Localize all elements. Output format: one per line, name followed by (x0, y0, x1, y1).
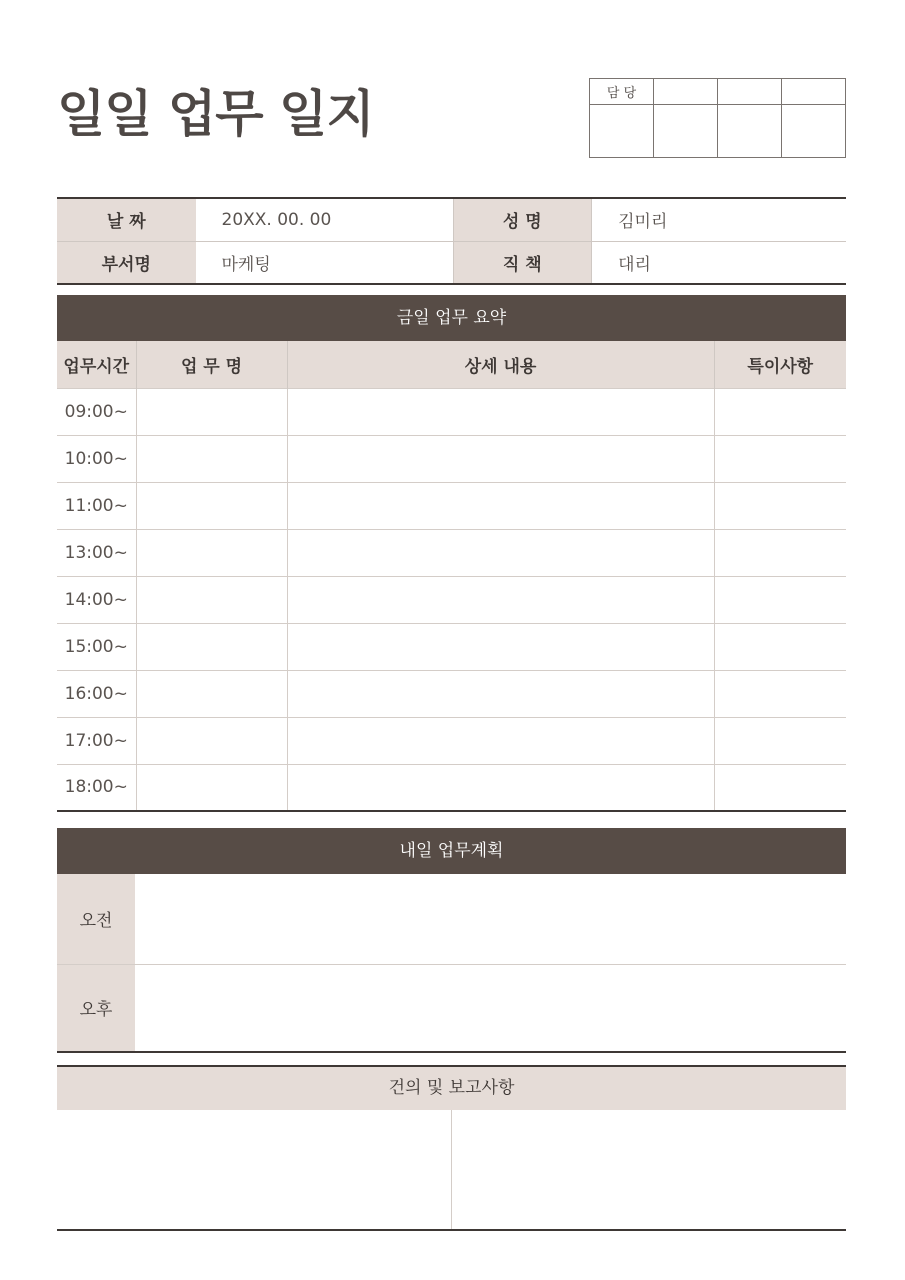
time-cell: 09:00~ (57, 388, 136, 435)
suggestions-left-field[interactable] (57, 1110, 451, 1229)
col-notes: 특이사항 (714, 341, 846, 388)
pm-label: 오후 (57, 964, 135, 1052)
info-table (57, 197, 846, 285)
table-row (57, 482, 846, 529)
notes-cell[interactable] (714, 576, 846, 623)
notes-cell[interactable] (714, 764, 846, 811)
detail-cell[interactable] (287, 388, 714, 435)
task-cell[interactable] (136, 435, 287, 482)
suggestions-area (57, 1110, 846, 1231)
approval-cell[interactable] (782, 79, 846, 105)
detail-cell[interactable] (287, 482, 714, 529)
approval-cell[interactable] (718, 79, 782, 105)
table-row (57, 623, 846, 670)
signature-cell[interactable] (654, 105, 718, 158)
time-cell: 15:00~ (57, 623, 136, 670)
date-label: 날 짜 (57, 198, 196, 241)
approval-cell[interactable] (654, 79, 718, 105)
suggestions-right-field[interactable] (451, 1110, 846, 1229)
signature-cell[interactable] (590, 105, 654, 158)
am-plan-field[interactable] (135, 874, 846, 964)
col-time: 업무시간 (57, 341, 136, 388)
time-cell: 13:00~ (57, 529, 136, 576)
time-cell: 14:00~ (57, 576, 136, 623)
table-row (57, 576, 846, 623)
time-cell: 17:00~ (57, 717, 136, 764)
task-cell[interactable] (136, 529, 287, 576)
table-row (57, 717, 846, 764)
task-cell[interactable] (136, 623, 287, 670)
table-row (57, 670, 846, 717)
notes-cell[interactable] (714, 529, 846, 576)
table-row (57, 764, 846, 811)
summary-title: 금일 업무 요약 (57, 295, 846, 341)
plan-table (57, 874, 846, 1053)
time-cell: 10:00~ (57, 435, 136, 482)
position-field[interactable]: 대리 (592, 241, 846, 284)
task-cell[interactable] (136, 388, 287, 435)
time-cell: 16:00~ (57, 670, 136, 717)
dept-field[interactable]: 마케팅 (221, 254, 271, 275)
detail-cell[interactable] (287, 717, 714, 764)
approval-box (589, 78, 846, 158)
col-task: 업 무 명 (136, 341, 287, 388)
detail-cell[interactable] (287, 670, 714, 717)
pm-plan-field[interactable] (135, 964, 846, 1052)
notes-cell[interactable] (714, 623, 846, 670)
task-cell[interactable] (136, 576, 287, 623)
detail-cell[interactable] (287, 623, 714, 670)
task-cell[interactable] (136, 717, 287, 764)
time-cell: 18:00~ (57, 764, 136, 811)
approval-header: 담 당 (590, 79, 654, 105)
signature-cell[interactable] (782, 105, 846, 158)
detail-cell[interactable] (287, 435, 714, 482)
signature-cell[interactable] (718, 105, 782, 158)
notes-cell[interactable] (714, 670, 846, 717)
col-detail: 상세 내용 (287, 341, 714, 388)
detail-cell[interactable] (287, 576, 714, 623)
table-row (57, 388, 846, 435)
summary-table (57, 341, 846, 812)
notes-cell[interactable] (714, 717, 846, 764)
detail-cell[interactable] (287, 529, 714, 576)
position-label: 직 책 (453, 241, 592, 284)
task-cell[interactable] (136, 764, 287, 811)
time-cell: 11:00~ (57, 482, 136, 529)
table-row (57, 435, 846, 482)
notes-cell[interactable] (714, 482, 846, 529)
notes-cell[interactable] (714, 435, 846, 482)
suggestions-title: 건의 및 보고사항 (57, 1065, 846, 1110)
page-title: 일일 업무 일지 (57, 85, 374, 143)
task-cell[interactable] (136, 482, 287, 529)
task-cell[interactable] (136, 670, 287, 717)
name-field[interactable]: 김미리 (592, 198, 846, 241)
detail-cell[interactable] (287, 764, 714, 811)
date-field[interactable]: 20XX. 00. 00 (196, 198, 454, 241)
dept-label: 부서명 (57, 241, 196, 284)
table-row (57, 529, 846, 576)
name-label: 성 명 (453, 198, 592, 241)
am-label: 오전 (57, 874, 135, 964)
plan-title: 내일 업무계획 (57, 828, 846, 874)
notes-cell[interactable] (714, 388, 846, 435)
